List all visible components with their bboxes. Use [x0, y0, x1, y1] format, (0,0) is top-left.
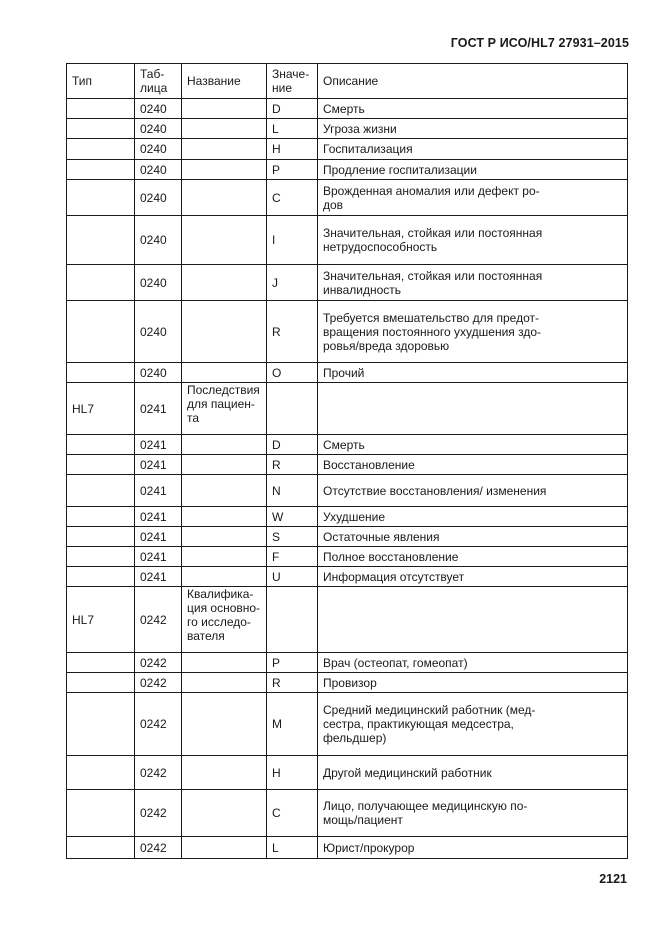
cell-name	[182, 475, 267, 507]
cell-value	[267, 587, 318, 653]
cell-value: J	[267, 265, 318, 301]
cell-type	[67, 301, 135, 363]
cell-value: U	[267, 567, 318, 587]
cell-type	[67, 653, 135, 673]
cell-description: Юрист/прокурор	[318, 837, 628, 859]
cell-name	[182, 216, 267, 265]
cell-type	[67, 693, 135, 756]
table-row	[67, 139, 628, 160]
cell-name	[182, 507, 267, 527]
cell-description: Угроза жизни	[318, 119, 628, 139]
table-row	[67, 693, 628, 756]
cell-table: 0241	[135, 435, 182, 455]
cell-table: 0240	[135, 180, 182, 216]
cell-table: 0240	[135, 160, 182, 180]
cell-table: 0241	[135, 475, 182, 507]
cell-type	[67, 99, 135, 119]
table-row	[67, 435, 628, 455]
cell-description: Смерть	[318, 435, 628, 455]
cell-type	[67, 119, 135, 139]
cell-name	[182, 160, 267, 180]
table-row	[67, 837, 628, 859]
cell-value: D	[267, 435, 318, 455]
cell-table: 0242	[135, 693, 182, 756]
cell-name	[182, 653, 267, 673]
cell-value: N	[267, 475, 318, 507]
cell-name	[182, 265, 267, 301]
cell-value: F	[267, 547, 318, 567]
cell-description: Провизор	[318, 673, 628, 693]
cell-type	[67, 756, 135, 790]
cell-type: HL7	[67, 383, 135, 435]
cell-table: 0240	[135, 99, 182, 119]
cell-description: Средний медицинский работник (мед- сестра, практикующая медсестра, фельдшер)	[318, 693, 628, 756]
table-row	[67, 99, 628, 119]
table-row	[67, 567, 628, 587]
cell-type	[67, 216, 135, 265]
cell-value: C	[267, 180, 318, 216]
standard-header: ГОСТ Р ИСО/HL7 27931–2015	[450, 36, 629, 50]
cell-description: Информация отсутствует	[318, 567, 628, 587]
cell-description: Врожденная аномалия или дефект ро- дов	[318, 180, 628, 216]
cell-description: Ухудшение	[318, 507, 628, 527]
table-row	[67, 265, 628, 301]
cell-name: Квалифика- ция основно- го исследо- вателя	[182, 587, 267, 653]
cell-value: C	[267, 790, 318, 837]
cell-name	[182, 547, 267, 567]
cell-name	[182, 567, 267, 587]
cell-type	[67, 265, 135, 301]
cell-description: Полное восстановление	[318, 547, 628, 567]
table-header-row	[67, 64, 628, 99]
cell-table: 0242	[135, 673, 182, 693]
table-row	[67, 475, 628, 507]
table-row	[67, 756, 628, 790]
cell-value	[267, 383, 318, 435]
table-row	[67, 383, 628, 435]
cell-type	[67, 837, 135, 859]
cell-name	[182, 756, 267, 790]
table-row	[67, 160, 628, 180]
table-row	[67, 455, 628, 475]
cell-table: 0240	[135, 301, 182, 363]
codes-table	[66, 63, 628, 859]
table-row	[67, 527, 628, 547]
cell-value: R	[267, 455, 318, 475]
column-header-description: Описание	[318, 64, 628, 99]
column-header-name: Название	[182, 64, 267, 99]
cell-table: 0242	[135, 653, 182, 673]
cell-value: H	[267, 756, 318, 790]
table-row	[67, 301, 628, 363]
cell-description: Смерть	[318, 99, 628, 119]
cell-value: W	[267, 507, 318, 527]
cell-value: P	[267, 160, 318, 180]
cell-name	[182, 673, 267, 693]
cell-type	[67, 363, 135, 383]
column-header-type: Тип	[67, 64, 135, 99]
cell-table: 0240	[135, 265, 182, 301]
cell-name	[182, 455, 267, 475]
cell-type	[67, 673, 135, 693]
cell-description: Остаточные явления	[318, 527, 628, 547]
cell-description: Лицо, получающее медицинскую по- мощь/пациент	[318, 790, 628, 837]
cell-type	[67, 455, 135, 475]
cell-table: 0240	[135, 363, 182, 383]
table-row	[67, 216, 628, 265]
cell-type	[67, 790, 135, 837]
cell-name	[182, 693, 267, 756]
cell-table: 0242	[135, 790, 182, 837]
table-row	[67, 587, 628, 653]
cell-table: 0241	[135, 527, 182, 547]
cell-value: L	[267, 119, 318, 139]
table-row	[67, 119, 628, 139]
cell-description: Отсутствие восстановления/ изменения	[318, 475, 628, 507]
cell-name	[182, 139, 267, 160]
cell-type	[67, 180, 135, 216]
cell-description: Прочий	[318, 363, 628, 383]
cell-name	[182, 119, 267, 139]
cell-table: 0240	[135, 139, 182, 160]
cell-description: Госпитализация	[318, 139, 628, 160]
cell-description: Требуется вмешательство для предот- вращения постоянного ухудшения здо- ровья/вреда здоровью	[318, 301, 628, 363]
cell-name	[182, 527, 267, 547]
cell-value: O	[267, 363, 318, 383]
cell-value: P	[267, 653, 318, 673]
cell-value: R	[267, 301, 318, 363]
cell-value: L	[267, 837, 318, 859]
cell-type	[67, 567, 135, 587]
column-header-value: Значе- ние	[267, 64, 318, 99]
cell-table: 0241	[135, 507, 182, 527]
cell-table: 0241	[135, 383, 182, 435]
table-body	[67, 99, 628, 859]
page-number: 2121	[599, 872, 627, 886]
cell-description: Восстановление	[318, 455, 628, 475]
cell-table: 0240	[135, 119, 182, 139]
cell-type	[67, 547, 135, 567]
cell-type: HL7	[67, 587, 135, 653]
cell-description	[318, 587, 628, 653]
table-row	[67, 653, 628, 673]
cell-table: 0240	[135, 216, 182, 265]
cell-description	[318, 383, 628, 435]
cell-table: 0242	[135, 756, 182, 790]
cell-description: Врач (остеопат, гомеопат)	[318, 653, 628, 673]
cell-value: D	[267, 99, 318, 119]
cell-type	[67, 475, 135, 507]
table-row	[67, 507, 628, 527]
table-row	[67, 180, 628, 216]
cell-name	[182, 99, 267, 119]
cell-value: R	[267, 673, 318, 693]
cell-description: Значительная, стойкая или постоянная инвалидность	[318, 265, 628, 301]
cell-table: 0241	[135, 567, 182, 587]
table-row	[67, 547, 628, 567]
cell-name	[182, 837, 267, 859]
cell-value: S	[267, 527, 318, 547]
cell-name	[182, 363, 267, 383]
cell-name	[182, 180, 267, 216]
cell-type	[67, 527, 135, 547]
table-row	[67, 363, 628, 383]
cell-name: Последствия для пациен- та	[182, 383, 267, 435]
cell-type	[67, 507, 135, 527]
cell-name	[182, 301, 267, 363]
cell-value: H	[267, 139, 318, 160]
table-row	[67, 790, 628, 837]
column-header-table: Таб- лица	[135, 64, 182, 99]
cell-type	[67, 139, 135, 160]
cell-description: Значительная, стойкая или постоянная нетрудоспособность	[318, 216, 628, 265]
cell-value: I	[267, 216, 318, 265]
cell-type	[67, 435, 135, 455]
cell-description: Другой медицинский работник	[318, 756, 628, 790]
cell-description: Продление госпитализации	[318, 160, 628, 180]
table-row	[67, 673, 628, 693]
cell-table: 0241	[135, 547, 182, 567]
cell-value: M	[267, 693, 318, 756]
cell-table: 0242	[135, 837, 182, 859]
cell-table: 0241	[135, 455, 182, 475]
cell-name	[182, 435, 267, 455]
cell-type	[67, 160, 135, 180]
cell-name	[182, 790, 267, 837]
cell-table: 0242	[135, 587, 182, 653]
